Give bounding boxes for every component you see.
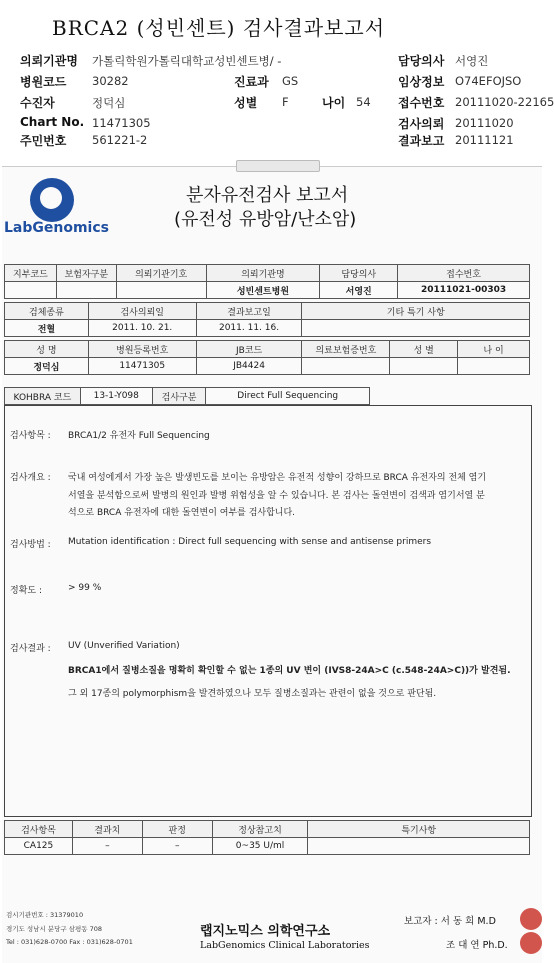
seal-stamp-icon: [520, 932, 542, 954]
age-label: 나이: [322, 96, 346, 110]
hosp-label: 병원코드: [20, 75, 67, 89]
grid-header-cell: JB코드: [196, 341, 302, 358]
labgenomics-logo-text: LabGenomics: [4, 220, 109, 236]
grid-cell: 2011. 11. 16.: [196, 320, 302, 337]
accuracy-label: 정확도 :: [10, 586, 42, 596]
lab-table: [4, 820, 530, 855]
info-grid-bottom: [4, 340, 530, 375]
grid-cell: [302, 320, 530, 337]
reporter-2: 조 대 연 Ph.D.: [446, 940, 508, 951]
grid-header-cell: 의료보험증번호: [302, 341, 390, 358]
grid-header-cell: 성 별: [390, 341, 458, 358]
lab-cell: 0~35 U/ml: [212, 838, 308, 855]
grid-header-cell: 병원등록번호: [88, 341, 196, 358]
grid-cell: JB4424: [196, 358, 302, 375]
recv-value: 20111020-22165: [455, 95, 554, 109]
lab-header: 검사항목: [5, 821, 73, 838]
result-label: 결과보고: [398, 134, 445, 148]
info-grid-mid: [4, 302, 530, 337]
method-label: 검사방법 :: [10, 540, 51, 550]
method-value: Mutation identification : Direct full sequencing with sense and antisense primers: [68, 537, 432, 547]
grid-header-cell: 기타 특기 사항: [302, 303, 530, 320]
kohbra-value: 13-1-Y098: [80, 388, 152, 405]
result-label: 검사결과 :: [10, 644, 51, 654]
kohbra-label: KOHBRA 코드: [5, 388, 81, 405]
method-type-label: 검사구분: [152, 388, 206, 405]
grid-header-cell: 검사의뢰일: [88, 303, 196, 320]
seal-stamp-icon: [520, 908, 542, 930]
inst-label: 의뢰기관명: [20, 54, 78, 68]
grid-cell: 서영진: [320, 282, 398, 299]
dept-value: GS: [282, 74, 299, 88]
doctor-value: 서영진: [455, 54, 489, 68]
grid-header-cell: 보험자구분: [56, 265, 116, 282]
summary-label: 검사개요 :: [10, 473, 51, 483]
result-value: UV (Unverified Variation): [68, 641, 180, 651]
lab-header: 결과치: [72, 821, 142, 838]
grid-cell: 11471305: [88, 358, 196, 375]
grid-header-cell: 나 이: [458, 341, 530, 358]
summary-line: 국내 여성에게서 가장 높은 발생빈도를 보이는 유방암은 유전적 성향이 강하므로 BRCA 유전자의 전체 염기: [68, 473, 487, 483]
hosp-value: 30282: [92, 74, 129, 88]
grid-header-cell: 의뢰기관명: [206, 265, 320, 282]
result-line: 그 외 17종의 polymorphism을 발견하였으나 모두 질병소질과는 관련이 없을 것으로 판단됨.: [68, 689, 437, 699]
grid-header-cell: 의뢰기관기호: [116, 265, 206, 282]
doctor-label: 담당의사: [398, 54, 445, 68]
accuracy-value: > 99 %: [68, 583, 102, 593]
req-value: 20111020: [455, 116, 514, 130]
lab-cell: CA125: [5, 838, 73, 855]
grid-cell: [5, 282, 57, 299]
footer-line: Tel : 031)628-0700 Fax : 031)628-0701: [6, 938, 133, 946]
lab-name-en: LabGenomics Clinical Laboratories: [200, 940, 370, 951]
grid-cell: 2011. 10. 21.: [88, 320, 196, 337]
sex-value: F: [282, 95, 289, 109]
sex-label: 성별: [234, 96, 258, 110]
age-value: 54: [356, 95, 371, 109]
lab-cell: –: [72, 838, 142, 855]
grid-cell: [56, 282, 116, 299]
report-title: 분자유전검사 보고서: [186, 185, 349, 206]
grid-header-cell: 성 명: [5, 341, 89, 358]
grid-cell: 전혈: [5, 320, 89, 337]
report-body: [4, 405, 532, 817]
inst-value: 가톨릭학원가톨릭대학교성빈센트병/ -: [92, 54, 282, 68]
patient-label: 수진자: [20, 96, 55, 110]
reporter: 보고자 : 서 동 희 M.D: [404, 916, 496, 927]
grid-header-cell: 접수번호: [398, 265, 530, 282]
paper-clip: [236, 160, 320, 172]
grid-header-cell: 결과보고일: [196, 303, 302, 320]
patient-value: 정덕심: [92, 96, 126, 110]
page-title: BRCA2 (성빈센트) 검사결과보고서: [52, 16, 386, 40]
recv-label: 접수번호: [398, 96, 445, 110]
grid-header-cell: 지부코드: [5, 265, 57, 282]
chart-label: Chart No.: [20, 115, 85, 129]
report-subtitle: (유전성 유방암/난소암): [174, 209, 357, 230]
dept-label: 진료과: [234, 75, 269, 89]
grid-cell: 성빈센트병원: [206, 282, 320, 299]
method-type-value: Direct Full Sequencing: [206, 388, 370, 405]
lab-cell: –: [142, 838, 212, 855]
result-line: BRCA1에서 질병소질을 명확히 확인할 수 없는 1종의 UV 변이 (IVS8-24A>C (c.548-24A>C))가 발견됨.: [68, 666, 511, 676]
grid-header-cell: 담당의사: [320, 265, 398, 282]
id-label: 주민번호: [20, 134, 67, 148]
clinic-value: O74EFOJSO: [455, 74, 522, 88]
grid-cell: [458, 358, 530, 375]
summary-line: 석으로 BRCA 유전자에 대한 돌연변이 여부를 검사합니다.: [68, 508, 296, 518]
chart-value: 11471305: [92, 116, 151, 130]
item-label: 검사항목 :: [10, 431, 51, 441]
lab-header: 특기사항: [308, 821, 530, 838]
footer-line: 경기도 성남시 분당구 삼평동 708: [6, 925, 103, 933]
kohbra-row: [4, 387, 370, 405]
clinic-label: 임상정보: [398, 75, 445, 89]
info-grid-top: [4, 264, 530, 299]
item-value: BRCA1/2 유전자 Full Sequencing: [68, 431, 210, 441]
footer-line: 검시기관번호 : 31379010: [6, 911, 84, 919]
lab-name-ko: 랩지노믹스 의학연구소: [200, 924, 331, 939]
grid-cell: [390, 358, 458, 375]
lab-cell: [308, 838, 530, 855]
grid-header-cell: 검체종류: [5, 303, 89, 320]
lab-header: 판정: [142, 821, 212, 838]
grid-cell: [116, 282, 206, 299]
result-value: 20111121: [455, 133, 514, 147]
grid-cell: 20111021-00303: [398, 282, 530, 299]
req-label: 검사의뢰: [398, 117, 445, 131]
grid-cell: 정덕심: [5, 358, 89, 375]
id-value: 561221-2: [92, 133, 148, 147]
grid-cell: [302, 358, 390, 375]
summary-line: 서열을 분석함으로써 발병의 원인과 발병 위험성을 알 수 있습니다. 본 검사는 돌연변이 검색과 염기서열 분: [68, 491, 485, 501]
labgenomics-logo-icon: [30, 178, 74, 222]
lab-header: 정상참고치: [212, 821, 308, 838]
